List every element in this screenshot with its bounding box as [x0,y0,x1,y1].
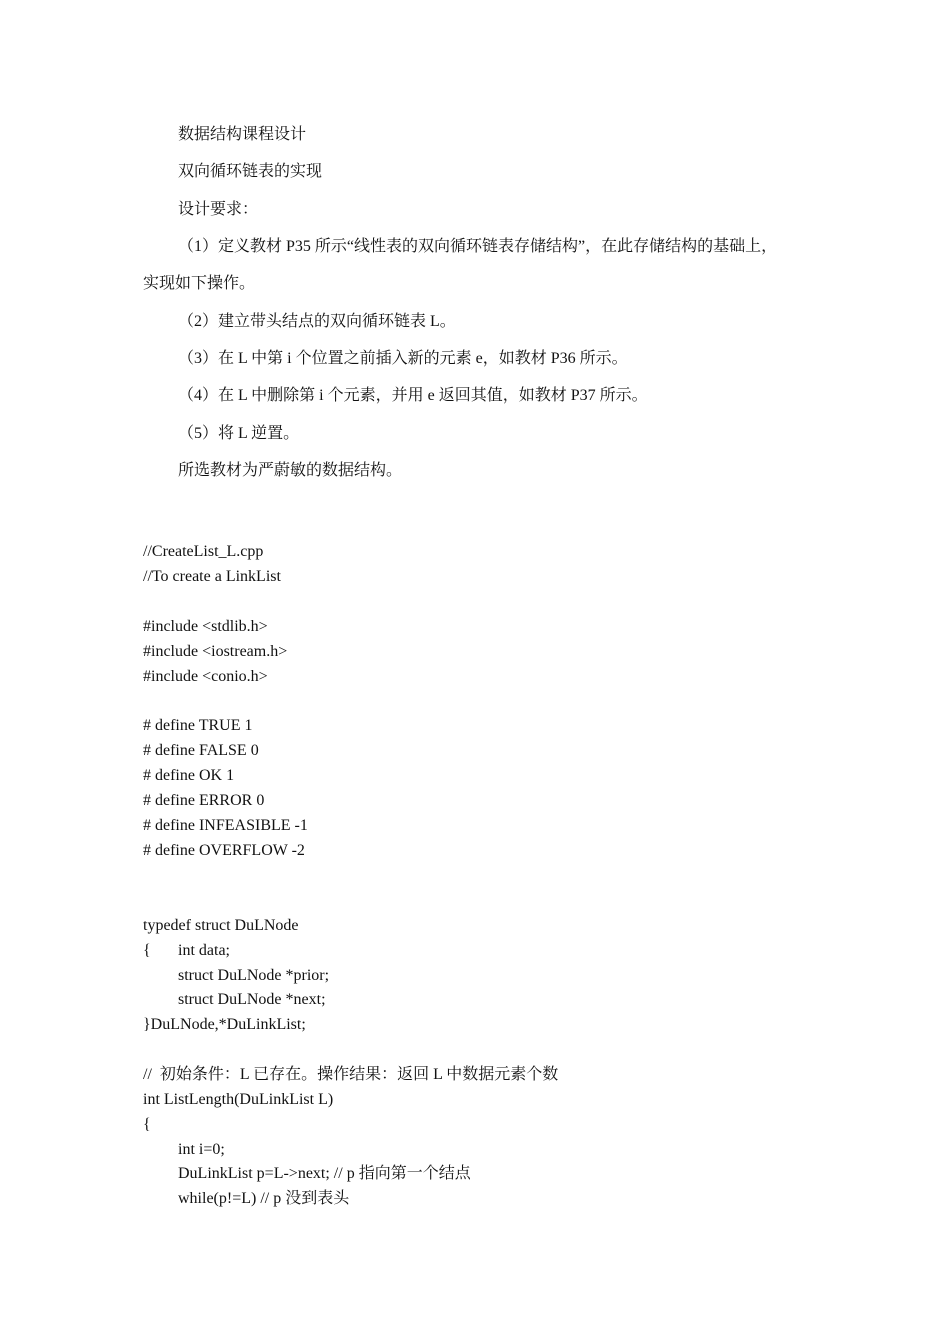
code-line: # define ERROR 0 [143,792,265,809]
requirement-1-line-2: 实现如下操作。 [143,275,256,292]
code-line: { [143,1116,151,1133]
code-line: #include <stdlib.h> [143,618,268,635]
requirement-4: （4）在 L 中删除第 i 个元素，并用 e 返回其值，如教材 P37 所示。 [178,387,648,404]
code-line: # define TRUE 1 [143,717,253,734]
code-line: struct DuLNode *prior; [178,967,330,984]
code-line: DuLinkList p=L->next; // p 指向第一个结点 [178,1165,471,1182]
requirement-1-line-1: （1）定义教材 P35 所示“线性表的双向循环链表存储结构”，在此存储结构的基础上， [178,238,778,255]
code-line: int data; [178,942,230,959]
code-line: while(p!=L) // p 没到表头 [178,1190,350,1207]
code-line: # define FALSE 0 [143,742,259,759]
code-line: int i=0; [178,1141,225,1158]
code-line: #include <iostream.h> [143,643,288,660]
document-subtitle: 双向循环链表的实现 [178,163,323,180]
code-line: typedef struct DuLNode [143,917,299,934]
code-line: struct DuLNode *next; [178,991,326,1008]
code-line: { [143,942,151,959]
requirement-2: （2）建立带头结点的双向循环链表 L。 [178,313,456,330]
code-line: //To create a LinkList [143,568,281,585]
code-line: # define OK 1 [143,767,235,784]
textbook-note: 所选教材为严蔚敏的数据结构。 [178,462,403,479]
code-line: # define INFEASIBLE -1 [143,817,308,834]
requirements-heading: 设计要求： [178,201,259,218]
document-title: 数据结构课程设计 [178,126,307,143]
requirement-3: （3）在 L 中第 i 个位置之前插入新的元素 e，如教材 P36 所示。 [178,350,628,367]
code-line: #include <conio.h> [143,668,268,685]
code-line: int ListLength(DuLinkList L) [143,1091,334,1108]
code-line: //CreateList_L.cpp [143,543,264,560]
code-line: }DuLNode,*DuLinkList; [143,1016,306,1033]
code-line: # define OVERFLOW -2 [143,842,305,859]
code-comment-line: // 初始条件：L 已存在。操作结果：返回 L 中数据元素个数 [143,1066,559,1083]
requirement-5: （5）将 L 逆置。 [178,425,300,442]
